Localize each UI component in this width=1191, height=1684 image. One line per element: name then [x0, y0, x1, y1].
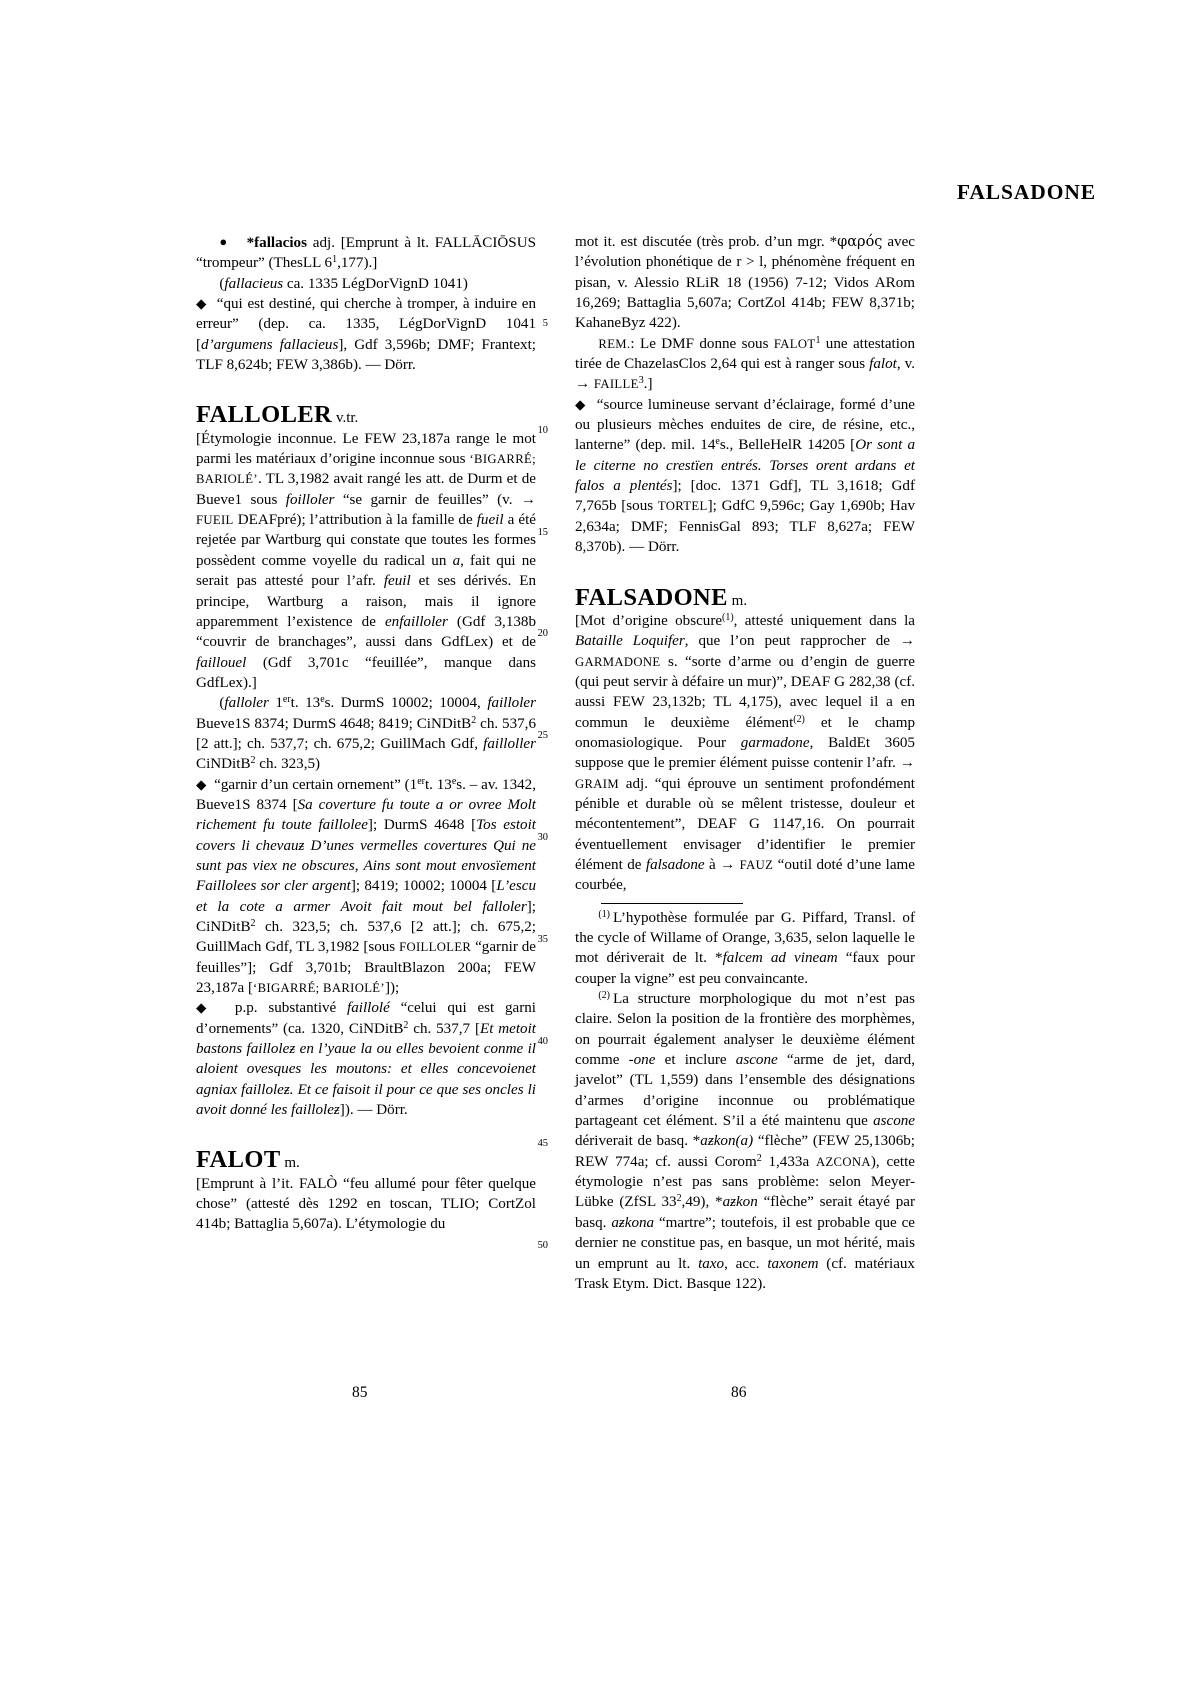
line-number-25: 25 — [537, 730, 548, 741]
pos-falsadone: m. — [731, 592, 748, 609]
remark-falot: REM.: Le DMF donne sous FALOT$^1$ une attestation tirée de ChazelasClos 2,64 qui est à ranger sous falot, v. → $FAILLE^3$.] — [575, 334, 915, 393]
entry-head-line: ● *fallacios adj. [Emprunt à lt. FALLĀCIŌSUS “trompeur” (ThesLL $6^1,177$).] — [196, 234, 536, 272]
sense-falloler-2: ◆ p.p. substantivé faillolé “celui qui est garni d’ornements” (ca. 1320, CiNDitB$^2$ ch. 537,7 [Et metoit bastons failloleƶ en l’yaue la ou elles bevoient conme il aloient ovesques les moutons: et elles concevoienet agniax failloleƶ. Et ce faisoit il pour ce que ses oncles li avoit donné les failloleƶ]). — Dörr. — [196, 1000, 536, 1119]
line-number-40: 40 — [537, 1036, 548, 1047]
lozenge-bullet-icon: ◆ — [196, 776, 207, 792]
lozenge-bullet-icon: ◆ — [196, 296, 208, 312]
footnote-2 — [575, 989, 915, 1294]
line-number-35: 35 — [537, 934, 548, 945]
falot-etymology-continued: mot it. est discutée (très prob. d’un mgr. *φαρóς avec l’évolution phonétique de r > l, phénomène fréquent en pisan, v. Alessio RLiR 18 (1956) 7-12; Vidos ARom 16,269; Battaglia 5,607a; CortZol 414b; FEW 8,371b; KahaneByz 422). — [575, 234, 915, 332]
etymology-falot: [Emprunt à l’it. FALÒ “feu allumé pour fêter quelque chose” (attesté dès 1292 en toscan, TLIO; CortZol 414b; Battaglia 5,607a). L’étymologie du — [196, 1175, 536, 1233]
headword-falot: FALOT — [196, 1146, 281, 1174]
entry-fallacios — [196, 232, 536, 375]
sense-falloler-1: ◆ “garnir d’un certain ornement” (1ert. 13es. – av. 1342, Bueve1S 8374 [Sa coverture fu toute a or ovree Molt richement fu toute faillolee]; DurmS 4648 [Tos estoit covers li chevauƶ D’unes vermelles covertures Qui ne sunt pas viex ne obscures, Ains sont mout envosïement Faillolees sor cler argent]; 8419; 10002; 10004 [L’escu et la cote a armer Avoit fait mout bel falloler]; CiNDitB$^2$ ch. 323,5; ch. 537,6 [2 att.]; ch. 675,2; GuillMach Gdf, TL 3,1982 [sous FOILLOLER “garnir de feuilles”]; Gdf 3,701b; BraultBlazon 200a; FEW 23,187a [‘BIGARRÉ; BARIOLÉ’]); — [196, 775, 536, 997]
sense-falot-1: ◆ “source lumineuse servant d’éclairage, formé d’une ou plusieurs mèches enduites de cire, de résine, etc., lanterne” (dep. mil. 14es., BelleHelR 14205 [Or sont a le citerne no crestïen entrés. Torses orent ardans et falos a plentés]; [doc. 1371 Gdf], TL 3,1618; Gdf 7,765b [sous TORTEL]; GdfC 9,596c; Gay 1,690b; Hav 2,634a; DMF; FennisGal 893; TLF 8,627a; FEW 8,370b). — Dörr. — [575, 396, 916, 556]
line-number-5: 5 — [542, 318, 548, 329]
footnote-separator-rule — [601, 903, 743, 904]
entry-falot — [196, 1146, 536, 1234]
pos-falot: m. — [284, 1155, 300, 1172]
running-head: FALSADONE — [956, 180, 1096, 204]
right-column — [575, 232, 915, 1294]
lozenge-bullet-icon: ◆ — [196, 1000, 214, 1016]
line-number-50: 50 — [537, 1240, 548, 1251]
footnote-1-text: $^{(1)}$ L’hypothèse formulée par G. Piffard, Transl. of the cycle of Willame of Orange, 3,635, selon laquelle le mot dériverait de lt. *falcem ad vineam “faux pour couper la vigne” est peu convaincante. — [575, 908, 915, 987]
folio-number-right: 86 — [731, 1384, 747, 1401]
forms-fallacios: (fallacieus ca. 1335 LégDorVignD 1041) — [219, 275, 468, 292]
sense-fallacios-1: ◆ “qui est destiné, qui cherche à tromper, à induire en erreur” (dep. ca. 1335, LégDorVignD 1041 [d’argumens fallacieus], Gdf 3,596b; DMF; Frantext; TLF 8,624b; FEW 3,386b). — Dörr. — [196, 296, 536, 374]
folio-number-left: 85 — [352, 1384, 368, 1401]
headword-falloler: FALLOLER — [196, 401, 333, 429]
footnote-1 — [575, 908, 915, 989]
entry-falloler — [196, 401, 537, 1120]
round-bullet-icon: ● — [219, 234, 230, 249]
line-number-45: 45 — [537, 1138, 548, 1149]
forms-falloler: (falloler 1ert. 13es. DurmS 10002; 10004, failloler Bueve1S 8374; DurmS 4648; 8419; CiNDitB$^2$ ch. 537,6 [2 att.]; ch. 537,7; ch. 675,2; GuillMach Gdf, failloller CiNDitB$^2$ ch. 323,5) — [196, 694, 537, 773]
line-number-30: 30 — [537, 832, 548, 843]
etymology-falloler: [Étymologie inconnue. Le FEW 23,187a range le mot parmi les matériaux d’origine inconnue sous ‘BIGARRÉ; BARIOLÉ’. TL 3,1982 avait rangé les att. de Durm et de Bueve1 sous foilloler “se garnir de feuilles” (v. → FUEIL DEAFpré); l’attribution à la famille de fueil a été rejetée par Wartburg qui constate que toutes les formes possèdent comme voyelle du radical un a, fait qui ne serait pas attesté pour l’afr. feuil et ses dérivés. En principe, Wartburg a raison, mais il ignore apparemment l’existence de enfailloler (Gdf 3,138b “couvrir de branchages”, aussi dans GdfLex) et de faillouel (Gdf 3,701c “feuillée”, manque dans GdfLex).] — [196, 430, 537, 691]
headword-line-falloler — [196, 401, 536, 429]
footnote-2-text: $^{(2)}$ La structure morphologique du mot n’est pas claire. Selon la position de la frontière des morphèmes, on pourrait également analyser le deuxième élément comme -one et inclure ascone “arme de jet, dard, javelot” (TL 1,559) dans l’ensemble des désignations d’armes d’origine inconnue ou problématique partageant cet élément. S’il a été maintenu que ascone dériverait de basq. *aƶkon(a) “flèche” (FEW 25,1306b; REW 774a; cf. aussi Corom$^2$ 1,433a AZCONA), cette étymologie n’est pas sans problème: selon Meyer-Lübke (ZfSL $33^2,49$), *aƶkon “flèche” serait étayé par basq. aƶkona “martre”; toutefois, il est probable que ce dernier ne constitue pas, en basque, un mot hérité, mais un emprunt au lt. taxo, acc. taxonem (cf. matériaux Trask Etym. Dict. Basque 122). — [575, 989, 915, 1292]
lozenge-bullet-icon: ◆ — [575, 396, 587, 412]
line-number-10: 10 — [537, 425, 548, 436]
headword-falsadone: FALSADONE — [575, 583, 728, 611]
line-number-15: 15 — [537, 527, 548, 538]
entry-falsadone — [575, 583, 915, 896]
line-number-20: 20 — [537, 628, 548, 639]
headword-fallacios: *fallacios — [246, 235, 307, 251]
etymology-falsadone: [Mot d’origine obscure$^{(1)}$, attesté uniquement dans la Bataille Loquifer, que l’on peut rapprocher de → GARMADONE s. “sorte d’arme ou d’engin de guerre (qui peut servir à défaire un mur)”, DEAF G 282,38 (cf. aussi FEW 23,132b; TL 4,175), avec lequel il a en commun le deuxième élément$^{(2)}$ et le champ onomasiologique. Pour garmadone, BaldEt 3605 suppose que le premier élément puisse contenir l’afr. → GRAIM adj. “qui éprouve un sentiment profondément pénible et durable où se mêlent tristesse, douleur et mécontentement”, DEAF G 1147,16. On pourrait éventuellement envisager d’identifier le premier élément de falsadone à → FAUZ “outil doté d’une lame courbée, — [575, 611, 915, 894]
left-column — [196, 232, 536, 1235]
headword-line-falot — [196, 1146, 536, 1174]
headword-line-falsadone — [575, 583, 915, 611]
pos-falloler: v.tr. — [335, 410, 359, 427]
